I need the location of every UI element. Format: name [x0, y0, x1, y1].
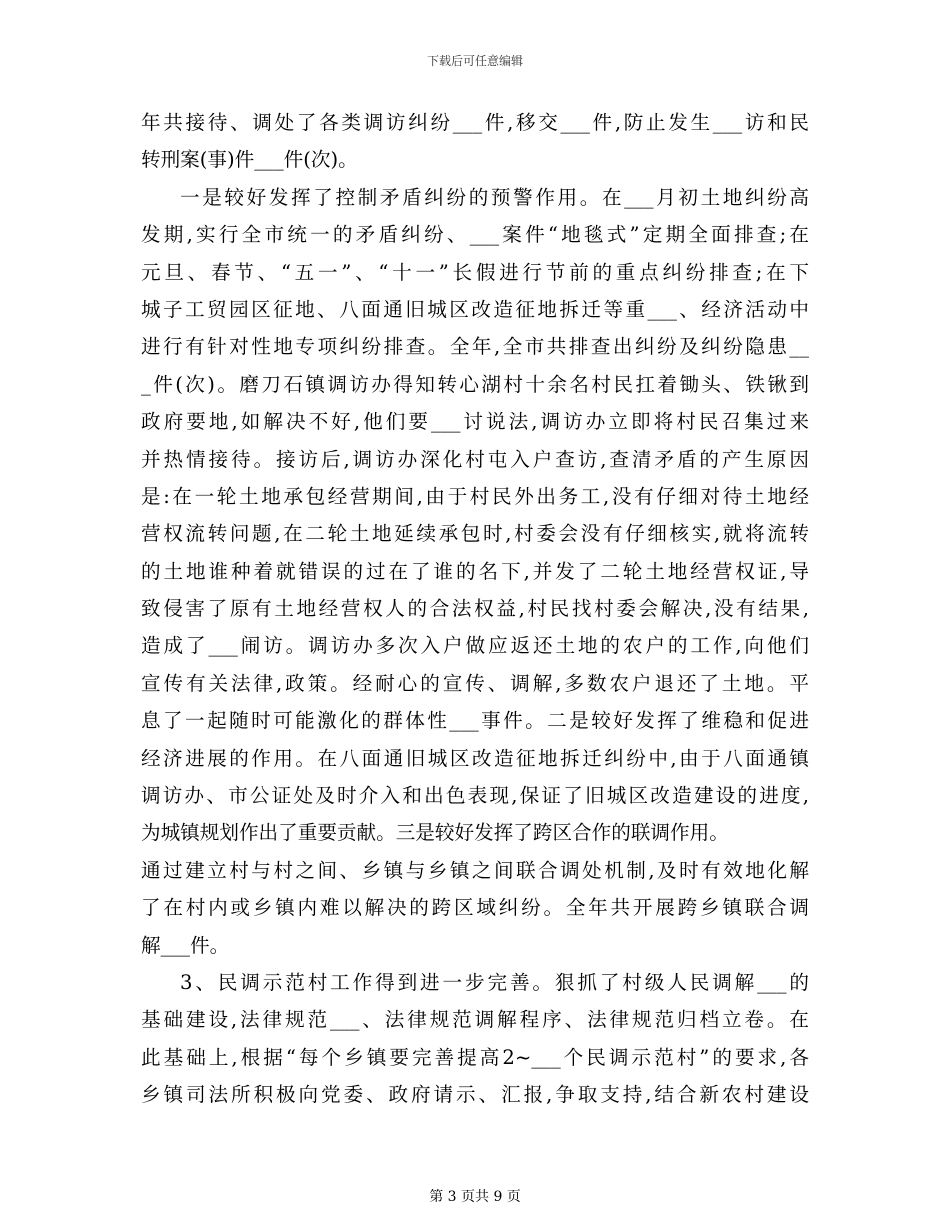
text-line: 经济进展的作用。在八面通旧城区改造征地拆迁纠纷中,由于八面通镇 [141, 746, 809, 770]
text-line: 此基础上,根据“每个乡镇要完善提高2~___个民调示范村”的要求,各 [141, 1045, 809, 1069]
page-header: 下载后可任意编辑 [426, 54, 523, 68]
text-line: 元旦、春节、“五一”、“十一”长假进行节前的重点纠纷排查;在下 [141, 260, 809, 284]
text-line: 解___件。 [141, 933, 230, 957]
text-line: 的土地谁种着就错误的过在了谁的名下,并发了二轮土地经营权证,导 [141, 559, 809, 583]
text-line: 营权流转问题,在二轮土地延续承包时,村委会没有仔细核实,就将流转 [141, 522, 809, 546]
text-line: 息了一起随时可能激化的群体性___事件。二是较好发挥了维稳和促进 [141, 709, 809, 733]
text-line: 致侵害了原有土地经营权人的合法权益,村民找村委会解决,没有结果, [141, 597, 809, 621]
text-line: _件(次)。磨刀石镇调访办得知转心湖村十余名村民扛着锄头、铁锹到 [141, 372, 809, 396]
text-line: 基础建设,法律规范___、法律规范调解程序、法律规范归档立卷。在 [141, 1008, 809, 1032]
text-line: 发期,实行全市统一的矛盾纠纷、___案件“地毯式”定期全面排查;在 [141, 223, 809, 247]
text-line: 并热情接待。接访后,调访办深化村屯入户查访,查清矛盾的产生原因 [141, 447, 809, 471]
text-line: 一是较好发挥了控制矛盾纠纷的预警作用。在___月初土地纠纷高 [180, 185, 809, 209]
text-line: 了在村内或乡镇内难以解决的跨区域纠纷。全年共开展跨乡镇联合调 [141, 896, 809, 920]
text-line: 通过建立村与村之间、乡镇与乡镇之间联合调处机制,及时有效地化解 [141, 858, 809, 882]
text-line: 乡镇司法所积极向党委、政府请示、汇报,争取支持,结合新农村建设 [141, 1083, 809, 1107]
text-line: 是:在一轮土地承包经营期间,由于村民外出务工,没有仔细对待土地经 [141, 484, 809, 508]
text-line: 造成了___闹访。调访办多次入户做应返还土地的农户的工作,向他们 [141, 634, 809, 658]
text-line: 进行有针对性地专项纠纷排查。全年,全市共排查出纠纷及纠纷隐患__ [141, 335, 809, 359]
text-line: 转刑案(事)件___件(次)。 [141, 148, 358, 172]
text-line: 宣传有关法律,政策。经耐心的宣传、调解,多数农户退还了土地。平 [141, 671, 809, 695]
text-line: 调访办、市公证处及时介入和出色表现,保证了旧城区改造建设的进度, [141, 784, 809, 808]
text-line: 城子工贸园区征地、八面通旧城区改造征地拆迁等重___、经济活动中 [141, 297, 809, 321]
text-line: 政府要地,如解决不好,他们要___讨说法,调访办立即将村民召集过来 [141, 410, 809, 434]
document-body [141, 104, 809, 1114]
page-footer: 第 3 页共 9 页 [429, 1189, 521, 1205]
text-line: 3、民调示范村工作得到进一步完善。狠抓了村级人民调解___的 [180, 970, 809, 994]
text-line: 为城镇规划作出了重要贡献。三是较好发挥了跨区合作的联调作用。 [141, 821, 729, 845]
text-line: 年共接待、调处了各类调访纠纷___件,移交___件,防止发生___访和民 [141, 111, 809, 134]
